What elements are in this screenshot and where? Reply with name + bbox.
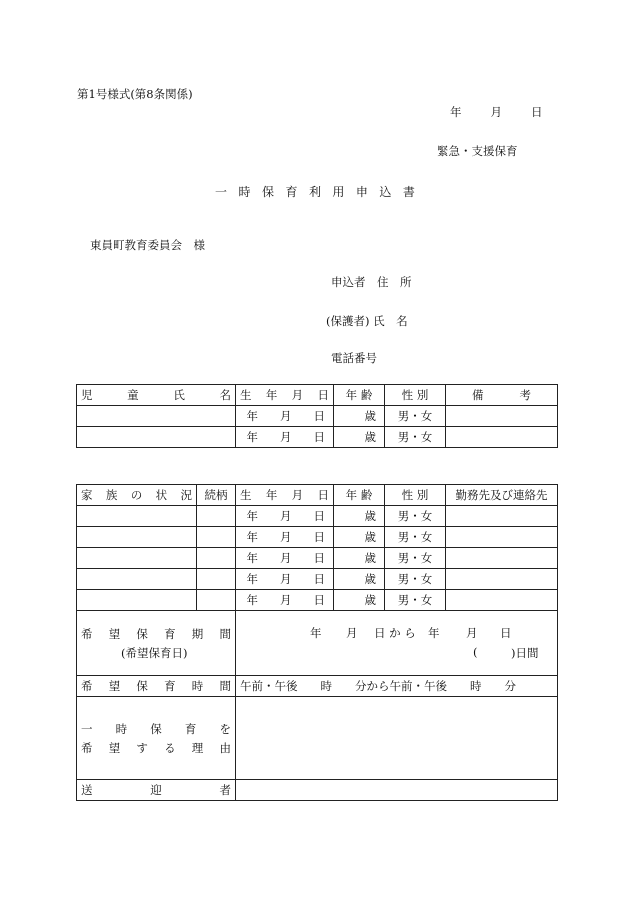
title-char: 用 (332, 185, 345, 199)
sex-cell[interactable]: 男・女 (385, 427, 446, 448)
label-char: 保 (136, 679, 148, 693)
work-cell[interactable] (446, 548, 558, 569)
unit-label: 年 (246, 551, 258, 565)
label-char: 育 (164, 679, 176, 693)
birth-cell[interactable] (236, 427, 334, 448)
header-char: 家 (81, 488, 93, 502)
date-month: 月 (490, 105, 502, 119)
remarks-header (446, 385, 558, 406)
relation-cell[interactable] (197, 569, 236, 590)
period-label (77, 611, 236, 676)
sex-cell[interactable]: 男・女 (385, 569, 446, 590)
header-char: 考 (519, 388, 531, 402)
unit-label: 日 (313, 572, 325, 586)
title-char: 育 (285, 185, 298, 199)
table-row (77, 569, 558, 590)
form-title (215, 183, 415, 200)
time-row (77, 676, 558, 697)
header-char: の (130, 488, 143, 502)
child-name-cell[interactable] (77, 427, 236, 448)
label-char: を (219, 721, 231, 736)
work-cell[interactable] (446, 506, 558, 527)
relation-header: 続柄 (197, 485, 236, 506)
label-char: 希 (81, 679, 93, 693)
birth-header (236, 485, 334, 506)
header-char: 名 (219, 388, 231, 402)
unit-label: 日 (313, 530, 325, 544)
birth-cell[interactable] (236, 569, 334, 590)
header-char: 年 (265, 388, 278, 402)
remarks-cell[interactable] (446, 406, 558, 427)
label-char: 育 (184, 721, 197, 736)
title-char: 書 (402, 185, 415, 199)
title-char: 利 (308, 185, 321, 199)
title-char: 込 (379, 185, 392, 199)
label-char: 間 (219, 679, 231, 693)
period-unit: 月 (346, 626, 358, 640)
label-char: 保 (150, 721, 162, 736)
table-row (77, 548, 558, 569)
family-name-cell[interactable] (77, 506, 197, 527)
category-label: 緊急・支援保育 (437, 144, 518, 158)
sex-header: 性 別 (385, 485, 446, 506)
label-char: す (136, 740, 148, 755)
label-char: 望 (108, 679, 121, 693)
label-char: 迎 (150, 783, 162, 797)
reason-row (77, 697, 558, 780)
unit-label: 年 (246, 409, 258, 423)
label-char: 者 (219, 783, 231, 797)
unit-label: 月 (280, 430, 292, 444)
period-unit: 日 (500, 626, 512, 640)
label-char: 由 (219, 740, 231, 755)
unit-label: 日 (313, 593, 325, 607)
birth-cell[interactable] (236, 506, 334, 527)
label-char: 時 (115, 721, 128, 736)
relation-cell[interactable] (197, 527, 236, 548)
work-cell[interactable] (446, 590, 558, 611)
label-char: 望 (108, 626, 121, 641)
age-cell[interactable]: 歳 (334, 527, 385, 548)
child-header-row (77, 385, 558, 406)
header-char: 月 (291, 488, 304, 502)
label-char: 一 (81, 721, 93, 736)
unit-label: 年 (246, 572, 258, 586)
title-char: 時 (238, 185, 251, 199)
reason-label (77, 697, 236, 780)
pickup-value-cell[interactable] (236, 780, 558, 801)
age-cell[interactable]: 歳 (334, 569, 385, 590)
period-value-cell[interactable] (236, 611, 558, 676)
period-row (77, 611, 558, 676)
time-value-cell[interactable]: 午前・午後 時 分から午前・午後 時 分 (236, 676, 558, 697)
reason-value-cell[interactable] (236, 697, 558, 780)
applicant-address-label: 申込者 住 所 (331, 275, 412, 289)
header-char: 生 (240, 388, 252, 402)
label-char: 間 (219, 626, 231, 641)
age-cell[interactable]: 歳 (334, 406, 385, 427)
table-row (77, 406, 558, 427)
label-char: る (164, 740, 176, 755)
header-char: 氏 (173, 388, 185, 402)
label-char: 望 (108, 740, 121, 755)
header-char: 備 (472, 388, 484, 402)
relation-cell[interactable] (197, 590, 236, 611)
header-char: 日 (317, 388, 329, 402)
pickup-label (77, 780, 236, 801)
unit-label: 月 (280, 530, 292, 544)
unit-label: 月 (280, 409, 292, 423)
unit-label: 年 (246, 430, 258, 444)
sex-cell[interactable]: 男・女 (385, 548, 446, 569)
sex-header: 性 別 (385, 385, 446, 406)
birth-header (236, 385, 334, 406)
family-name-cell[interactable] (77, 548, 197, 569)
sex-cell[interactable]: 男・女 (385, 590, 446, 611)
time-label (77, 676, 236, 697)
family-header (77, 485, 197, 506)
unit-label: 月 (280, 572, 292, 586)
child-name-cell[interactable] (77, 406, 236, 427)
child-table (76, 384, 558, 448)
header-char: 童 (127, 388, 139, 402)
child-name-header (77, 385, 236, 406)
table-row (77, 506, 558, 527)
birth-cell[interactable] (236, 590, 334, 611)
date-year: 年 (450, 105, 462, 119)
unit-label: 月 (280, 593, 292, 607)
header-char: 年 (265, 488, 278, 502)
label-char: 理 (191, 740, 204, 755)
unit-label: 日 (313, 551, 325, 565)
title-char: 一 (215, 185, 228, 199)
table-row (77, 427, 558, 448)
unit-label: 月 (280, 509, 292, 523)
unit-label: 月 (280, 551, 292, 565)
title-char: 申 (355, 185, 368, 199)
age-cell[interactable]: 歳 (334, 506, 385, 527)
family-name-cell[interactable] (77, 590, 197, 611)
period-unit: 日 か ら (374, 626, 416, 640)
work-cell[interactable] (446, 569, 558, 590)
unit-label: 年 (246, 593, 258, 607)
unit-label: 年 (246, 509, 258, 523)
family-table (76, 484, 558, 801)
date-day: 日 (531, 105, 543, 119)
birth-cell[interactable] (236, 406, 334, 427)
period-unit: 月 (466, 626, 478, 640)
header-char: 状 (155, 488, 168, 502)
period-sub-label: (希望保育日) (121, 645, 188, 660)
label-char: 保 (136, 626, 148, 641)
work-cell[interactable] (446, 527, 558, 548)
date-line (450, 104, 543, 120)
header-char: 生 (240, 488, 252, 502)
phone-label: 電話番号 (331, 351, 377, 365)
work-header: 勤務先及び連絡先 (446, 485, 558, 506)
pickup-row (77, 780, 558, 801)
unit-label: 日 (313, 430, 325, 444)
label-char: 期 (191, 626, 204, 641)
period-unit: 年 (310, 626, 322, 640)
title-char: 保 (261, 185, 274, 199)
label-char: 希 (81, 626, 93, 641)
period-days-close: )日間 (511, 646, 539, 660)
age-header: 年 齢 (334, 485, 385, 506)
age-cell[interactable]: 歳 (334, 590, 385, 611)
period-unit: 年 (428, 626, 440, 640)
table-row (77, 590, 558, 611)
age-cell[interactable]: 歳 (334, 427, 385, 448)
unit-label: 日 (313, 509, 325, 523)
family-name-cell[interactable] (77, 569, 197, 590)
header-char: 日 (317, 488, 329, 502)
sex-cell[interactable]: 男・女 (385, 527, 446, 548)
header-char: 月 (291, 388, 304, 402)
age-header: 年 齢 (334, 385, 385, 406)
unit-label: 年 (246, 530, 258, 544)
addressee: 東員町教育委員会 様 (90, 238, 205, 252)
birth-cell[interactable] (236, 548, 334, 569)
label-char: 時 (191, 679, 204, 693)
header-char: 族 (105, 488, 118, 502)
family-name-cell[interactable] (77, 527, 197, 548)
period-days-open: ( (473, 645, 478, 659)
remarks-cell[interactable] (446, 427, 558, 448)
header-char: 況 (180, 488, 192, 502)
birth-cell[interactable] (236, 527, 334, 548)
sex-cell[interactable]: 男・女 (385, 506, 446, 527)
age-cell[interactable]: 歳 (334, 548, 385, 569)
unit-label: 日 (313, 409, 325, 423)
label-char: 送 (81, 783, 93, 797)
family-header-row (77, 485, 558, 506)
header-char: 児 (81, 388, 93, 402)
sex-cell[interactable]: 男・女 (385, 406, 446, 427)
label-char: 希 (81, 740, 93, 755)
relation-cell[interactable] (197, 548, 236, 569)
form-label: 第1号様式(第8条関係) (77, 87, 193, 101)
relation-cell[interactable] (197, 506, 236, 527)
label-char: 育 (164, 626, 176, 641)
table-row (77, 527, 558, 548)
applicant-name-label: (保護者) 氏 名 (326, 314, 408, 328)
